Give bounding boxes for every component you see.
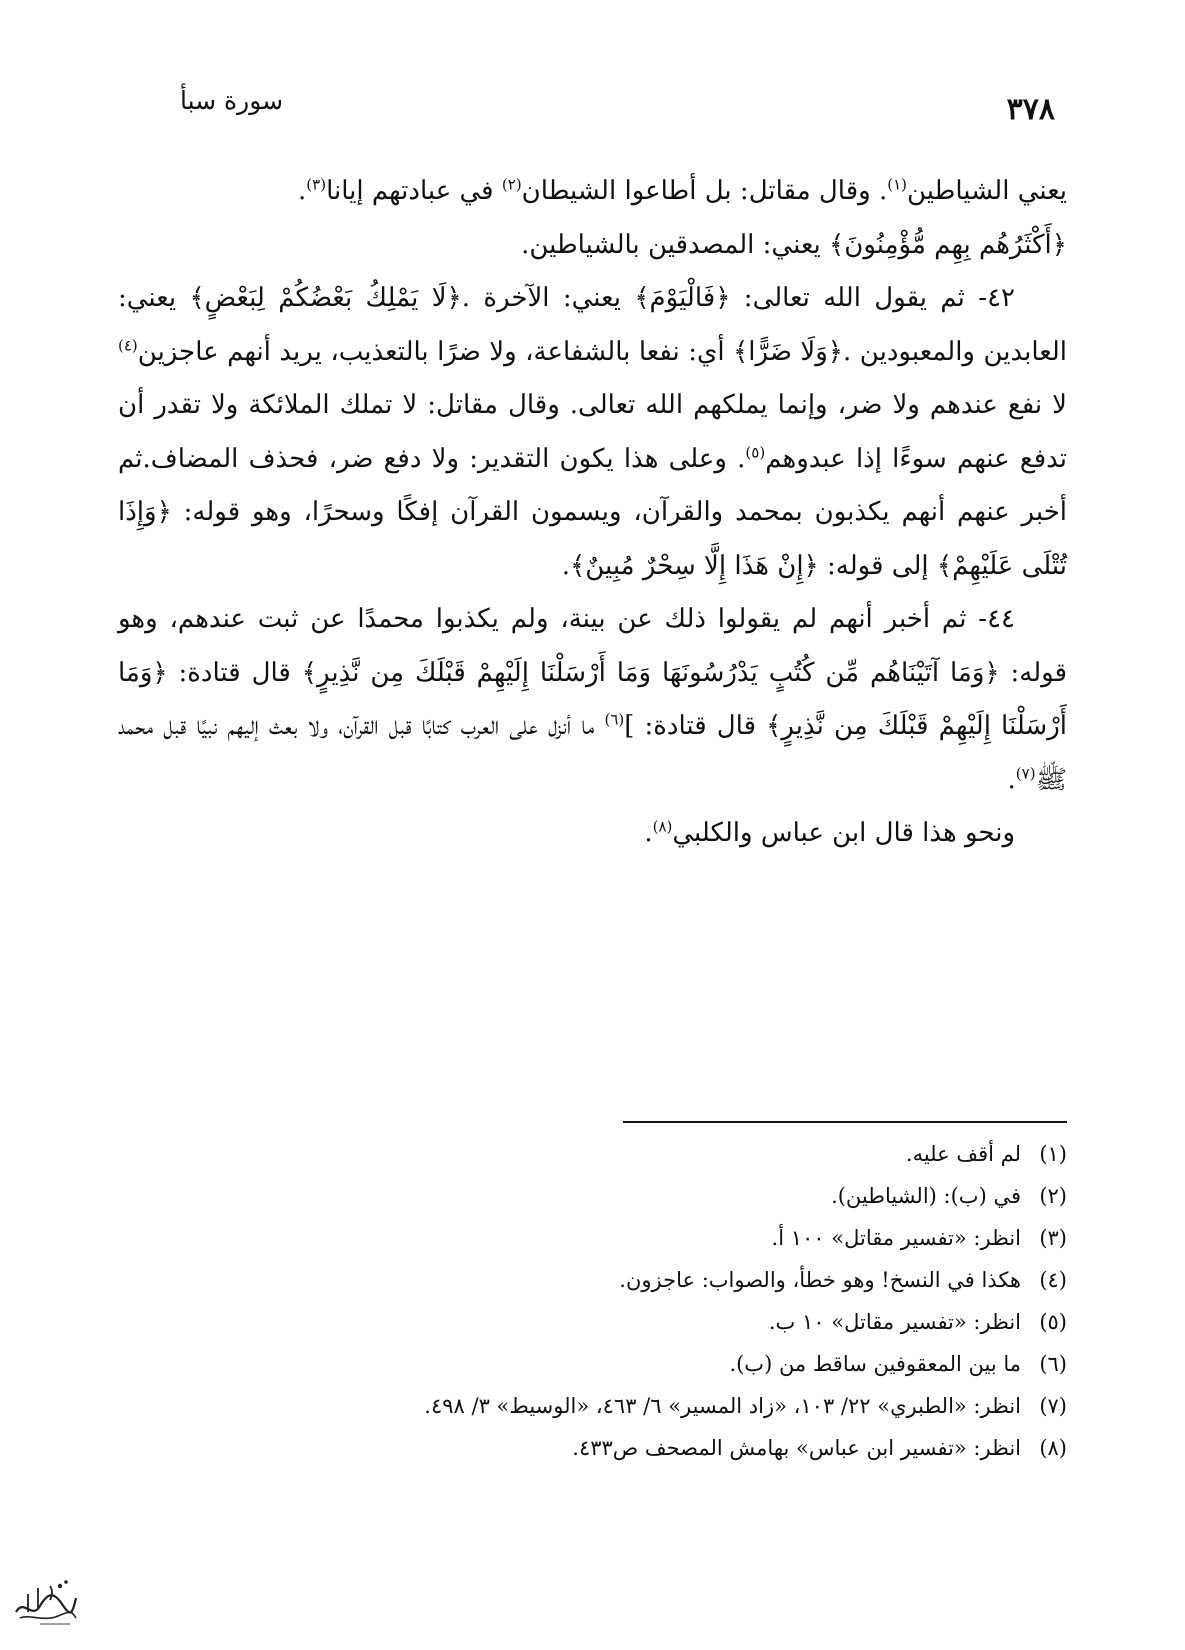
footnote-divider [623,1121,1067,1123]
footnote-ref-8: (٨) [652,817,673,836]
text-run: يعني: العابدين والمعبودين . [118,283,1067,367]
footnote-ref-6: (٦) [604,710,625,729]
footnote [118,1385,1067,1427]
text-run: ما أنزل على العرب كتابًا قبل القرآن، ولا بعث إليهم نبيًا قبل محمد ﷺ [118,711,1067,795]
footnote [118,1427,1067,1469]
footnote-ref-4: (٤) [118,335,138,354]
footnote-ref-7: (٧) [1015,763,1036,782]
footnote-number: (٧) [1039,1394,1067,1418]
footnote-ref-3: (٣) [306,175,327,194]
footnote-ref-1: (١) [887,175,907,194]
footnote-ref-5: (٥) [745,442,766,461]
quran-quote: ﴿وَمَا آتَيْنَاهُم مِّن كُتُبٍ يَدْرُسُونَهَا وَمَا أَرْسَلْنَا إِلَيْهِمْ قَبْلَكَ مِن نَّذِيرٍ﴾ [301,657,1000,688]
quran-quote: ﴿لَا يَمْلِكُ بَعْضُكُمْ لِبَعْضٍ﴾ [189,283,462,313]
paragraph-5 [118,807,1067,861]
quran-quote: ﴿وَلَا ضَرًّا﴾ [733,336,844,367]
paragraph-4 [118,593,1067,807]
text-run: إلى قوله: [818,550,937,581]
quran-quote: ﴿أَكْثَرُهُم بِهِم مُّؤْمِنُونَ﴾ [829,229,1067,260]
footnote-text: انظر: «تفسير مقاتل» ١٠ ب. [768,1310,1021,1334]
footnote-number: (٣) [1039,1226,1067,1250]
text-run: قال قتادة: ] [624,711,767,741]
footnote-number: (٦) [1039,1352,1067,1376]
text-run: يعني: المصدقين بالشياطين. [521,229,829,260]
paragraph-1 [118,165,1067,219]
running-title: سورة سبأ [180,86,284,115]
text-run: . [644,818,653,848]
main-text [118,165,1067,861]
footnote-text: لم أقف عليه. [905,1142,1021,1166]
text-run: ٤٢- ثم يقول الله تعالى: [730,283,1016,313]
quran-quote: ﴿فَالْيَوْمَ﴾ [634,283,731,313]
footnote-number: (٨) [1039,1436,1067,1460]
footnote [118,1301,1067,1343]
text-run: قال قتادة: [167,657,302,688]
footnote-number: (٤) [1039,1268,1067,1292]
footnote-number: (٢) [1039,1184,1067,1208]
footnote-text: في (ب): (الشياطين). [831,1184,1021,1208]
text-run: يعني الشياطين [907,176,1067,206]
text-run: يعني: الآخرة . [461,283,635,313]
footnote-text: انظر: «الطبري» ٢٢/ ١٠٣، «زاد المسير» ٦/ ٤٦٣، «الوسيط» ٣/ ٤٩٨. [424,1394,1021,1418]
footnote-text: انظر: «تفسير مقاتل» ١٠٠ أ. [771,1226,1021,1250]
footnote [118,1133,1067,1175]
quran-quote: ﴿وَإِذَا تُتْلَى عَلَيْهِمْ﴾ [118,497,1067,581]
library-logo-icon [10,1568,80,1630]
quran-quote: ﴿إِنْ هَذَا إِلَّا سِحْرٌ مُبِينٌ﴾ [569,550,819,581]
footnote-text: هكذا في النسخ! وهو خطأ، والصواب: عاجزون. [619,1268,1021,1292]
text-run: . [561,550,570,581]
footnote [118,1175,1067,1217]
text-run: . وقال مقاتل: بل أطاعوا الشيطان [521,176,888,206]
footnote-number: (٥) [1039,1310,1067,1334]
text-run: . [298,176,307,206]
text-run: أي: نفعا بالشفاعة، ولا ضرًا بالتعذيب، يريد أنهم عاجزين [137,336,734,367]
footnote-text: انظر: «تفسير ابن عباس» بهامش المصحف ص٤٣٣. [572,1436,1021,1460]
text-run: في عبادتهم إيانا [326,176,502,206]
paragraph-2 [118,219,1067,273]
paragraph-3 [118,272,1067,593]
page-header [180,78,1055,128]
text-run: لا نفع عندهم ولا ضر، وإنما يملكهم الله تعالى. وقال مقاتل: لا تملك الملائكة ولا تقدر أن تدفع عنهم سوءًا إذا عبدوهم [118,390,1068,474]
quran-quote: ﴿وَمَا أَرْسَلْنَا إِلَيْهِمْ قَبْلَكَ مِن نَّذِيرٍ﴾ [118,657,1067,741]
text-run: ٤٤- ثم أخبر أنهم لم يقولوا ذلك عن بينة، ولم يكذبوا محمدًا عن ثبت عندهم، وهو قوله: [118,604,1067,688]
text-run: . [1007,764,1016,795]
page-number: ٣٧٨ [1006,92,1055,127]
footnotes [118,1133,1067,1469]
footnote [118,1259,1067,1301]
footnote-ref-2: (٢) [501,175,522,194]
footnote [118,1217,1067,1259]
footnote-number: (١) [1039,1142,1067,1166]
text-run: ونحو هذا قال ابن عباس والكلبي [672,818,1015,848]
text-run: . وعلى هذا يكون التقدير: ولا دفع ضر، فحذف المضاف.ثم أخبر عنهم أنهم يكذبون بمحمد والقرآن، ويسمون القرآن إفكًا وسحرًا، وهو قوله: [118,443,1067,527]
footnote-text: ما بين المعقوفين ساقط من (ب). [729,1352,1021,1376]
footnote [118,1343,1067,1385]
